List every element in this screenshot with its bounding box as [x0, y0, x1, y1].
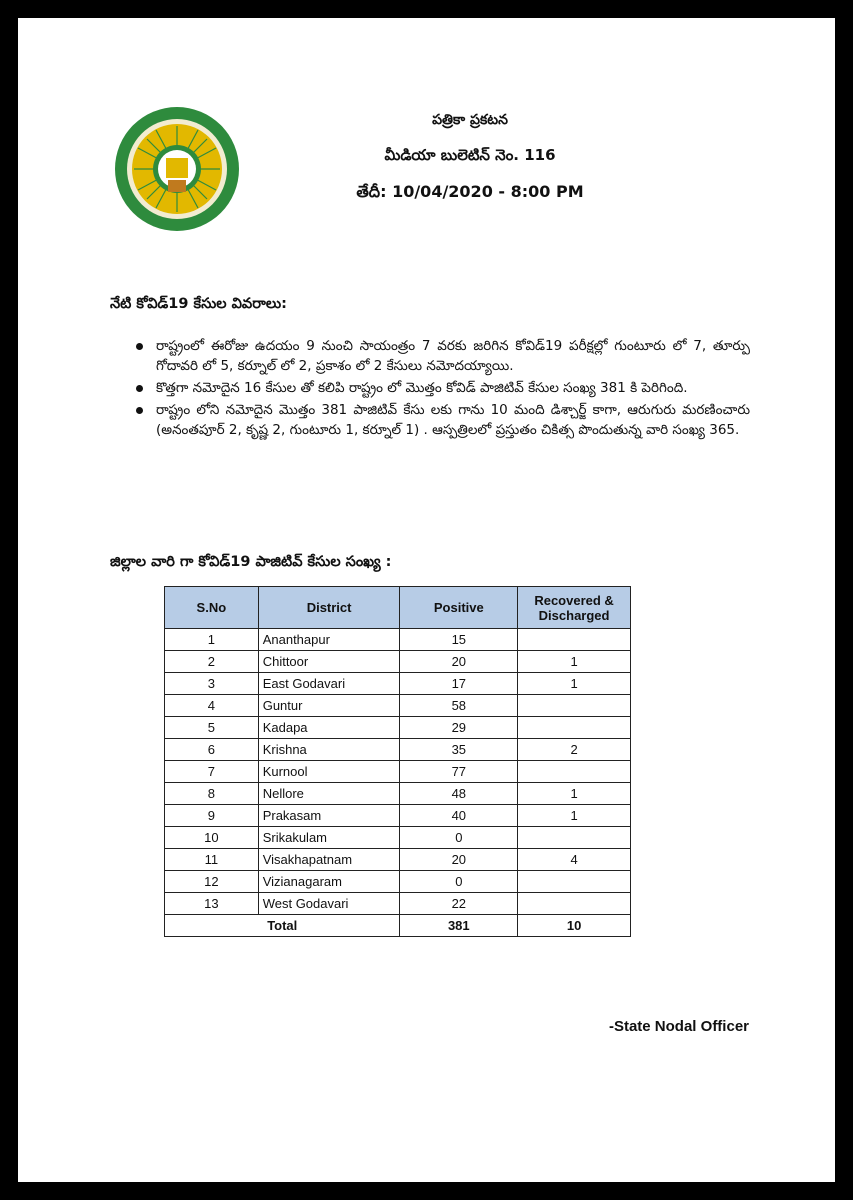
cell-positive: 0	[400, 871, 518, 893]
press-note-heading: పత్రికా ప్రకటన	[432, 112, 508, 128]
list-item	[134, 378, 750, 398]
table-header-row	[165, 587, 631, 629]
cell-positive: 20	[400, 651, 518, 673]
cell-positive: 15	[400, 629, 518, 651]
cell-recovered: 1	[518, 783, 631, 805]
cell-district: West Godavari	[258, 893, 400, 915]
list-item	[134, 400, 750, 440]
cell-sno: 13	[165, 893, 259, 915]
cell-recovered: 2	[518, 739, 631, 761]
cell-sno: 4	[165, 695, 259, 717]
table-row	[165, 871, 631, 893]
table-row	[165, 739, 631, 761]
bullet-icon	[136, 343, 143, 350]
cell-recovered: 1	[518, 651, 631, 673]
bullet-text: కొత్తగా నమోదైన 16 కేసుల తో కలిపి రాష్ట్రం లో మొత్తం కోవిడ్ పాజిటివ్ కేసుల సంఖ్య 381 కి పెరిగింది.	[156, 380, 688, 396]
bulletin-date-time: తేదీ: 10/04/2020 - 8:00 PM	[356, 182, 584, 201]
table-row	[165, 629, 631, 651]
cell-sno: 7	[165, 761, 259, 783]
cell-district: Nellore	[258, 783, 400, 805]
cell-sno: 6	[165, 739, 259, 761]
table-row	[165, 893, 631, 915]
cell-positive: 40	[400, 805, 518, 827]
cell-positive: 0	[400, 827, 518, 849]
cell-positive: 77	[400, 761, 518, 783]
total-label: Total	[165, 915, 400, 937]
cell-district: East Godavari	[258, 673, 400, 695]
cell-district: Kurnool	[258, 761, 400, 783]
cell-positive: 22	[400, 893, 518, 915]
table-row	[165, 717, 631, 739]
cell-recovered	[518, 717, 631, 739]
cell-sno: 3	[165, 673, 259, 695]
cell-recovered: 1	[518, 673, 631, 695]
cell-district: Krishna	[258, 739, 400, 761]
cell-sno: 11	[165, 849, 259, 871]
table-row	[165, 783, 631, 805]
cell-district: Guntur	[258, 695, 400, 717]
bullet-icon	[136, 385, 143, 392]
cell-sno: 9	[165, 805, 259, 827]
total-recovered: 10	[518, 915, 631, 937]
bullet-text: రాష్ట్రంలో ఈరోజు ఉదయం 9 నుంచి సాయంత్రం 7 వరకు జరిగిన కోవిడ్19 పరీక్షల్లో గుంటూరు లో 7, తూర్పు గోదావరి లో 5, కర్నూల్ లో 2, ప్రకాశం లో 2 కేసులు నమోదయ్యాయి.	[156, 338, 750, 374]
cell-district: Vizianagaram	[258, 871, 400, 893]
cell-sno: 8	[165, 783, 259, 805]
cell-recovered	[518, 629, 631, 651]
cell-sno: 1	[165, 629, 259, 651]
list-item	[134, 336, 750, 376]
table-row	[165, 805, 631, 827]
cell-positive: 20	[400, 849, 518, 871]
cell-sno: 2	[165, 651, 259, 673]
total-positive: 381	[400, 915, 518, 937]
table-row	[165, 827, 631, 849]
cell-sno: 12	[165, 871, 259, 893]
cell-district: Kadapa	[258, 717, 400, 739]
cell-recovered	[518, 761, 631, 783]
bullet-icon	[136, 407, 143, 414]
cell-positive: 17	[400, 673, 518, 695]
cell-district: Visakhapatnam	[258, 849, 400, 871]
bullet-text: రాష్ట్రం లోని నమోదైన మొత్తం 381 పాజిటివ్ కేసు లకు గాను 10 మంది డిశ్చార్జ్ కాగా, ఆరుగురు మరణించారు (అనంతపూర్ 2, కృష్ణ 2, గుంటూరు 1, కర్నూల్ 1) . ఆస్పత్రిలలో ప్రస్తుతం చికిత్స పొందుతున్న వారి సంఖ్య 365.	[156, 402, 750, 438]
table-row	[165, 761, 631, 783]
cell-positive: 35	[400, 739, 518, 761]
cell-recovered	[518, 695, 631, 717]
case-summary-list	[134, 336, 750, 442]
case-details-heading: నేటి కోవిడ్19 కేసుల వివరాలు:	[110, 296, 287, 312]
cell-positive: 48	[400, 783, 518, 805]
cell-recovered	[518, 893, 631, 915]
cell-recovered	[518, 871, 631, 893]
column-header-district: District	[258, 587, 400, 629]
table-row	[165, 849, 631, 871]
table-total-row	[165, 915, 631, 937]
cell-recovered	[518, 827, 631, 849]
cell-positive: 29	[400, 717, 518, 739]
cell-district: Chittoor	[258, 651, 400, 673]
signature: -State Nodal Officer	[608, 1018, 749, 1035]
andhra-pradesh-emblem-icon	[114, 106, 240, 232]
cell-recovered: 1	[518, 805, 631, 827]
column-header-sno: S.No	[165, 587, 259, 629]
cell-positive: 58	[400, 695, 518, 717]
cell-district: Ananthapur	[258, 629, 400, 651]
column-header-recovered: Recovered & Discharged	[518, 587, 631, 629]
cell-sno: 5	[165, 717, 259, 739]
table-row	[165, 673, 631, 695]
cell-district: Srikakulam	[258, 827, 400, 849]
cell-district: Prakasam	[258, 805, 400, 827]
cell-recovered: 4	[518, 849, 631, 871]
district-cases-table	[164, 586, 631, 937]
table-row	[165, 651, 631, 673]
table-body	[165, 629, 631, 937]
bulletin-number: మీడియా బులెటిన్ నెం. 116	[384, 146, 556, 164]
table-row	[165, 695, 631, 717]
district-table-heading: జిల్లాల వారి గా కోవిడ్19 పాజిటివ్ కేసుల సంఖ్య :	[110, 554, 392, 570]
cell-sno: 10	[165, 827, 259, 849]
column-header-positive: Positive	[400, 587, 518, 629]
